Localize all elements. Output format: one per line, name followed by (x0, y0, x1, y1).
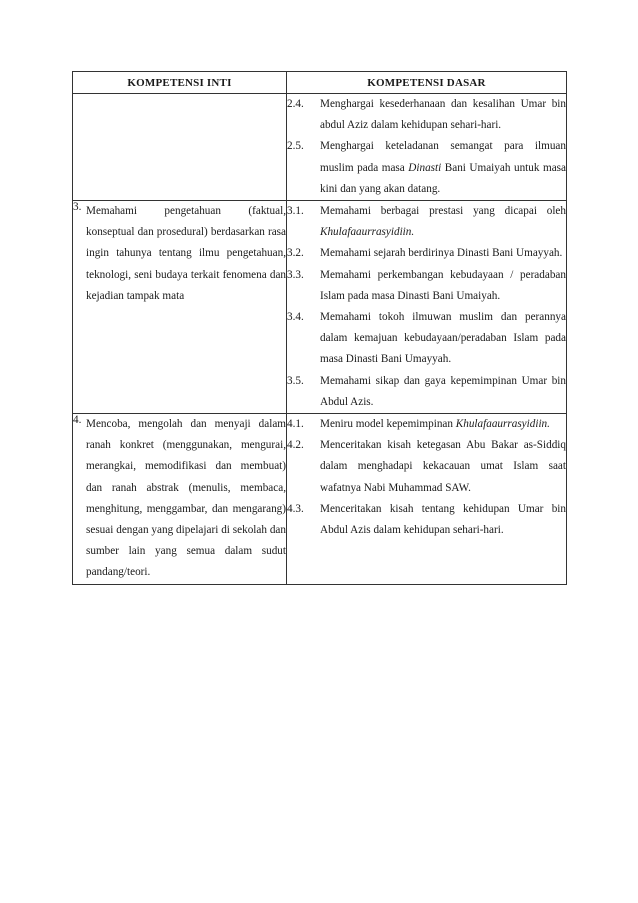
header-kompetensi-inti: KOMPETENSI INTI (73, 72, 287, 94)
ki-cell (73, 201, 287, 414)
kd-text (320, 201, 566, 243)
kd-item (287, 136, 566, 200)
kd-text: Memahami sikap dan gaya kepemimpinan Umar bin Abdul Azis. (320, 374, 566, 408)
kd-text-italic: Khulafaaurrasyidiin. (320, 226, 415, 239)
ki-item (73, 201, 286, 307)
kd-item (287, 435, 566, 499)
kd-text: Menceritakan kisah ketegasan Abu Bakar as-Siddiq dalam menghadapi kekacauan umat Islam saat wafatnya Nabi Muhammad SAW. (320, 439, 566, 494)
table-row (73, 94, 567, 201)
kd-item (287, 201, 566, 243)
kd-text-part: Menghargai keteladanan semangat para ilmuan muslim pada masa (320, 140, 566, 174)
kd-text: Memahami perkembangan kebudayaan / peradaban Islam pada masa Dinasti Bani Umaiyah. (320, 268, 566, 302)
kd-text: Memahami tokoh ilmuwan muslim dan perannya dalam kemajuan kebudayaan/peradaban Islam pada masa Dinasti Bani Umayyah. (320, 311, 566, 366)
kd-text (320, 136, 566, 200)
kd-text-part: Memahami berbagai prestasi yang dicapai oleh (320, 205, 566, 218)
ki-cell (73, 94, 287, 201)
table-row (73, 414, 567, 585)
ki-text: Memahami pengetahuan (faktual, konseptual dan prosedural) berdasarkan rasa ingin tahunya tentang ilmu pengetahuan, teknologi, seni budaya terkait fenomena dan kejadian tampak mata (86, 205, 286, 302)
ki-cell (73, 414, 287, 585)
ki-text: Mencoba, mengolah dan menyaji dalam ranah konkret (menggunakan, mengurai, merangkai, memodifikasi dan membuat) dan ranah abstrak (menulis, membaca, menghitung, menggambar, dan mengarang) sesuai dengan yang dipelajari di sekolah dan sumber lain yang semua dalam sudut pandang/teori. (86, 418, 286, 579)
kd-item (287, 243, 566, 264)
kd-item (287, 414, 566, 435)
ki-number: 3. (73, 201, 82, 214)
kd-cell (287, 94, 567, 201)
kd-item (287, 499, 566, 541)
kd-number: 2.4. (287, 98, 304, 110)
kd-item (287, 265, 566, 307)
kd-cell (287, 414, 567, 585)
kd-text-italic: Dinasti (408, 161, 442, 174)
ki-number: 4. (73, 414, 82, 427)
kd-cell (287, 201, 567, 414)
kd-item (287, 307, 566, 371)
kd-number: 3.1. (287, 205, 304, 218)
table-header-row (73, 72, 567, 94)
kd-number: 3.2. (287, 247, 304, 260)
kd-number: 3.4. (287, 311, 304, 324)
kd-text-part: Bani Umaiyah untuk masa kini dan yang akan datang. (320, 161, 566, 195)
kd-number: 4.3. (287, 502, 304, 515)
kd-number: 4.1. (287, 418, 304, 431)
kd-number: 3.5. (287, 374, 304, 387)
kd-text-part: Meniru model kepemimpinan (320, 418, 456, 431)
table-row (73, 201, 567, 414)
kd-item (287, 371, 566, 413)
kd-text: Menceritakan kisah tentang kehidupan Umar bin Abdul Azis dalam kehidupan sehari-hari. (320, 502, 566, 537)
kd-item (287, 94, 566, 136)
header-kompetensi-dasar: KOMPETENSI DASAR (287, 72, 567, 94)
kd-number: 3.3. (287, 268, 304, 281)
kd-number: 4.2. (287, 439, 304, 452)
kd-text (320, 414, 566, 435)
kd-text: Memahami sejarah berdirinya Dinasti Bani Umayyah. (320, 247, 563, 260)
ki-item (73, 414, 286, 584)
kd-number: 2.5. (287, 140, 304, 153)
kd-text-italic: Khulafaaurrasyidiin. (455, 418, 550, 431)
competency-table (72, 71, 567, 585)
kd-text: Menghargai kesederhanaan dan kesalihan Umar bin abdul Aziz dalam kehidupan sehari-hari. (320, 98, 566, 132)
